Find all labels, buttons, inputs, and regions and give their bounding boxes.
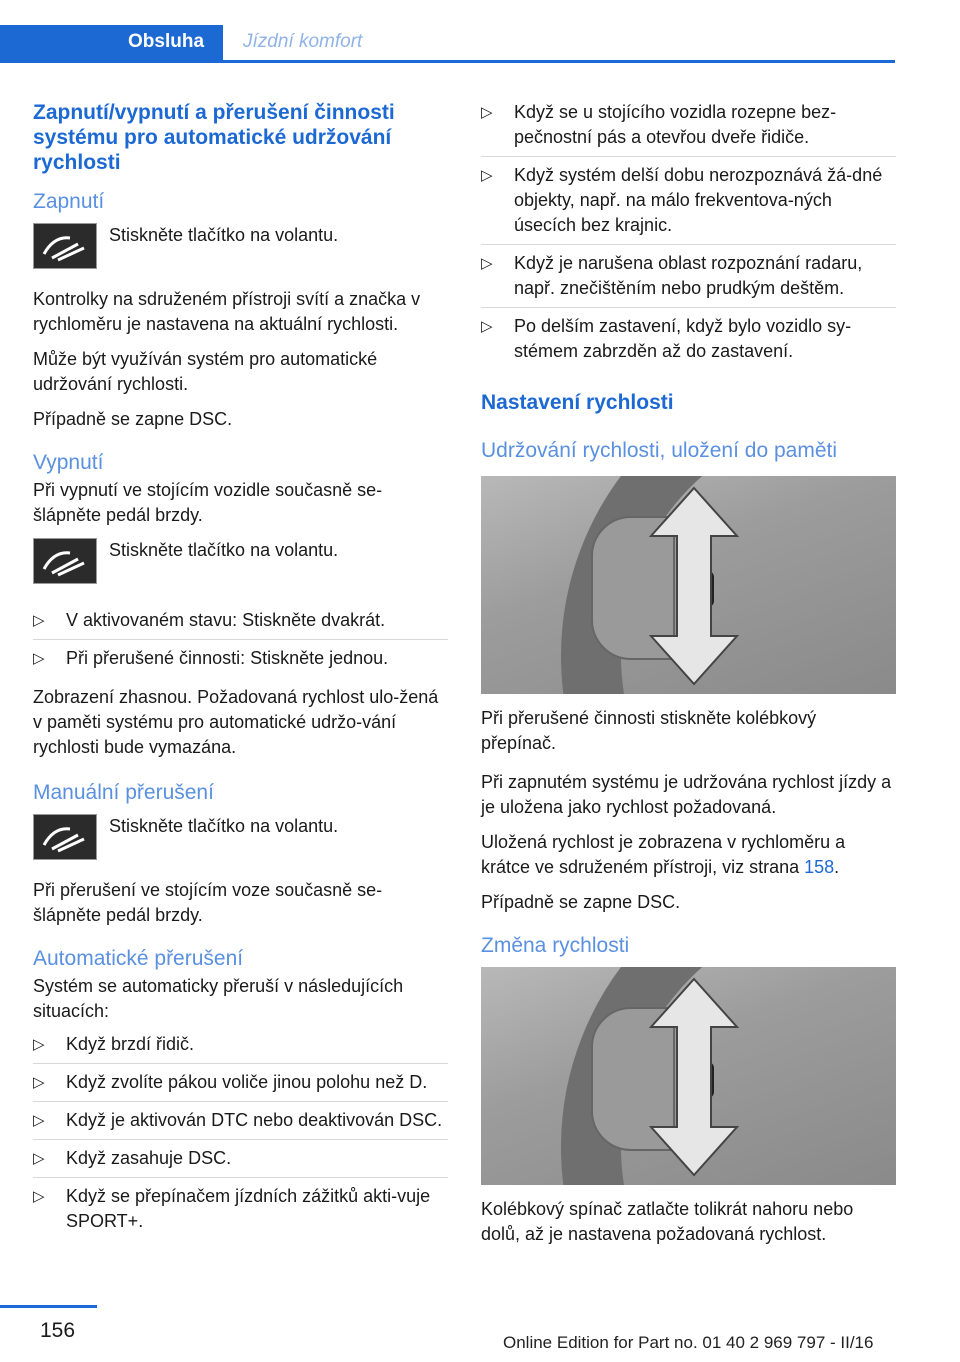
heading-off: Vypnutí (33, 451, 104, 474)
list-item: ▷ Při přerušené činnosti: Stiskněte jednou. (33, 640, 448, 677)
paragraph: Při vypnutí ve stojícím vozidle současně se-šlápněte pedál brzdy. (33, 480, 383, 525)
right-column (481, 100, 896, 1257)
header-rule (0, 60, 895, 63)
heading-on: Zapnutí (33, 190, 105, 213)
cruise-control-button-icon (33, 814, 97, 860)
paragraph: Může být využíván systém pro automatické udržování rychlosti. (33, 349, 378, 394)
up-down-arrow-icon (649, 486, 739, 686)
subsection-tab (223, 25, 895, 60)
triangle-bullet-icon: ▷ (481, 104, 493, 121)
paragraph: Kontrolky na sdruženém přístroji svítí a značka v rychloměru je nastavena na aktuální rychlosti. (33, 289, 421, 334)
cruise-control-button-icon (33, 223, 97, 269)
list-item: ▷ Po delším zastavení, když bylo vozidlo sy-stémem zabrzděn až do zastavení. (481, 316, 852, 361)
steering-wheel-rocker-photo (481, 476, 896, 694)
heading-auto: Automatické přerušení (33, 947, 244, 970)
paragraph: Při přerušené činnosti stiskněte kolébkový přepínač. (481, 708, 817, 753)
bullet-list (481, 100, 896, 370)
page-link[interactable]: 158 (804, 857, 835, 877)
triangle-bullet-icon: ▷ (33, 1036, 45, 1053)
icon-instruction (33, 814, 448, 860)
heading-change-speed: Změna rychlosti (481, 934, 630, 957)
paragraph: Případně se zapne DSC. (33, 409, 233, 429)
page-header (0, 0, 960, 62)
section-tab-active (0, 25, 223, 60)
list-item: ▷ Když brzdí řidič. (33, 1026, 448, 1064)
list-item: ▷ Když je narušena oblast rozpoznání radaru, např. znečištěním nebo prudkým deštěm. (481, 245, 896, 308)
triangle-bullet-icon: ▷ (33, 612, 45, 629)
page-number: 156 (40, 1319, 76, 1342)
triangle-bullet-icon: ▷ (33, 1188, 45, 1205)
left-column (33, 100, 448, 1248)
triangle-bullet-icon: ▷ (33, 1112, 45, 1129)
up-down-arrow-icon (649, 977, 739, 1177)
list-item: ▷ Když systém delší dobu nerozpoznává žá-dné objekty, např. na málo frekventova-ných úsecích bez krajnic. (481, 157, 896, 245)
paragraph: Při přerušení ve stojícím voze současně se-šlápněte pedál brzdy. (33, 880, 383, 925)
paragraph: Při zapnutém systému je udržována rychlost jízdy a je uložena jako rychlost požadovaná. (481, 772, 892, 817)
icon-instruction (33, 538, 448, 584)
subsection-tab-label: Jízdní komfort (243, 31, 363, 52)
icon-text: Stiskněte tlačítko na volantu. (109, 540, 339, 560)
paragraph: Systém se automaticky přeruší v následujících situacích: (33, 976, 404, 1021)
icon-text: Stiskněte tlačítko na volantu. (109, 225, 339, 245)
list-item: ▷ Když zvolíte pákou voliče jinou polohu než D. (33, 1064, 448, 1102)
triangle-bullet-icon: ▷ (481, 255, 493, 272)
triangle-bullet-icon: ▷ (481, 318, 493, 335)
footer-rule (0, 1305, 97, 1308)
paragraph: Uložená rychlost je zobrazena v rychloměru a krátce ve sdruženém přístroji, viz strana 158. (481, 832, 846, 877)
list-item: ▷ Když se přepínačem jízdních zážitků akti-vuje SPORT+. (33, 1186, 431, 1231)
section-title: Zapnutí/vypnutí a přerušení činnosti systému pro automatické udržování rychlosti (33, 101, 395, 174)
paragraph: Kolébkový spínač zatlačte tolikrát nahoru nebo dolů, až je nastavena požadovaná rychlost. (481, 1199, 854, 1244)
paragraph: Zobrazení zhasnou. Požadovaná rychlost ulo-žená v paměti systému pro automatické udržo-vání rychlosti bude vymazána. (33, 687, 439, 757)
triangle-bullet-icon: ▷ (481, 167, 493, 184)
list-item: ▷ Když je aktivován DTC nebo deaktivován DSC. (33, 1102, 448, 1140)
triangle-bullet-icon: ▷ (33, 650, 45, 667)
triangle-bullet-icon: ▷ (33, 1150, 45, 1167)
section-tab-label: Obsluha (128, 31, 205, 52)
list-item: ▷ V aktivovaném stavu: Stiskněte dvakrát. (33, 602, 448, 640)
list-item: ▷ Když se u stojícího vozidla rozepne bez-pečnostní pás a otevřou dveře řidiče. (481, 100, 896, 157)
list-item: ▷ Když zasahuje DSC. (33, 1140, 448, 1178)
heading-keep-speed: Udržování rychlosti, uložení do paměti (481, 439, 838, 462)
heading-manual: Manuální přerušení (33, 781, 214, 804)
icon-instruction (33, 223, 448, 269)
steering-wheel-rocker-photo (481, 967, 896, 1185)
triangle-bullet-icon: ▷ (33, 1074, 45, 1091)
edition-text: Online Edition for Part no. 01 40 2 969 797 - II/16 (503, 1333, 874, 1352)
heading-speed-setting: Nastavení rychlosti (481, 391, 674, 414)
paragraph: Případně se zapne DSC. (481, 892, 681, 912)
icon-text: Stiskněte tlačítko na volantu. (109, 816, 339, 836)
bullet-list (33, 602, 448, 677)
cruise-control-button-icon (33, 538, 97, 584)
bullet-list (33, 1026, 448, 1240)
